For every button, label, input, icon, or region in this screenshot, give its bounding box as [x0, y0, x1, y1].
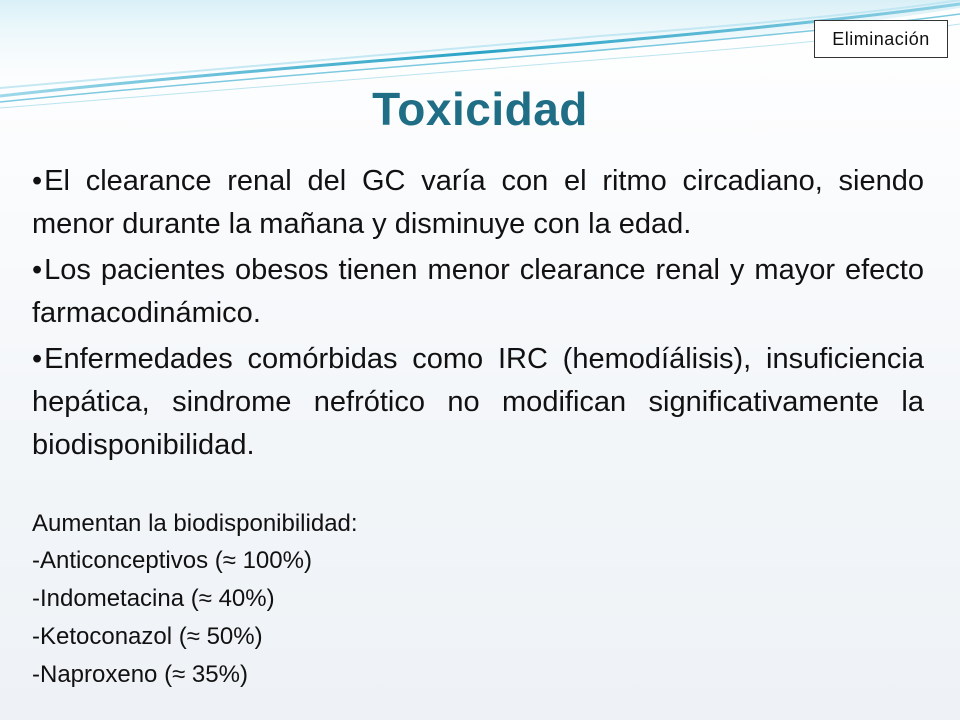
bullet-text: Enfermedades comórbidas como IRC (hemodíálisis), insuficiencia hepática, sindrome nefrótico no modifican significativamente la biodisponibilidad.	[32, 343, 924, 461]
bullet-marker: •	[32, 165, 43, 197]
medication-item: -Anticonceptivos (≈ 100%)	[32, 547, 312, 574]
medications-list	[32, 542, 312, 694]
medication-item: -Ketoconazol (≈ 50%)	[32, 623, 263, 650]
slide-title: Toxicidad	[372, 83, 588, 135]
bullet-text: El clearance renal del GC varía con el ritmo circadiano, siendo menor durante la mañana y disminuye con la edad.	[32, 165, 924, 240]
bullet-marker: •	[32, 343, 43, 375]
bullet-list	[32, 160, 924, 470]
bullet-item	[32, 249, 924, 335]
bullet-item	[32, 338, 924, 467]
section-tag: Eliminación	[814, 20, 948, 58]
bullet-marker: •	[32, 254, 43, 286]
bullet-item	[32, 160, 924, 246]
medication-item: -Indometacina (≈ 40%)	[32, 585, 275, 612]
medication-item: -Naproxeno (≈ 35%)	[32, 661, 248, 688]
bullet-text: Los pacientes obesos tienen menor clearance renal y mayor efecto farmacodinámico.	[32, 254, 924, 329]
medications-heading: Aumentan la biodisponibilidad:	[32, 510, 358, 537]
